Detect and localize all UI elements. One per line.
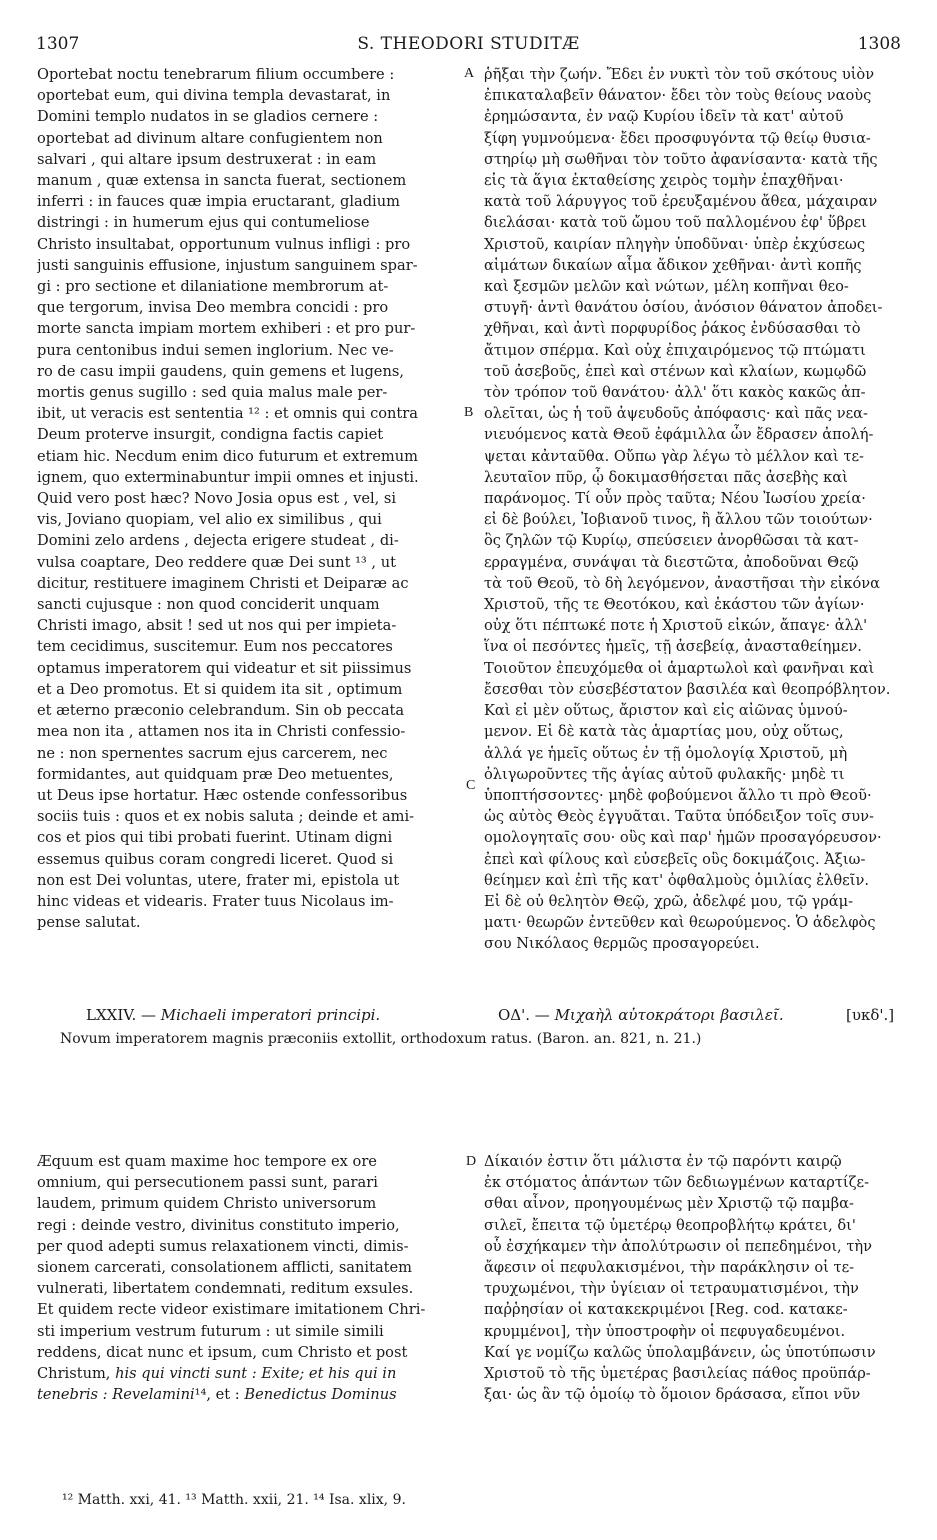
latin-text-line: cos et pios qui tibi probati fuerint. Utinam digni	[37, 829, 393, 847]
greek-text-line: Χριστοῦ τὸ τῆς ὑμετέρας βασιλείας πάθος προϋπάρ-	[484, 1365, 871, 1383]
latin-text-line: Quid vero post hæc? Novo Josia opus est , vel, si	[37, 490, 397, 508]
greek-text-line: ἐπικαταλαβεῖν θάνατον· ἔδει τὸν τοὺς θείους ναοὺς	[484, 87, 872, 105]
greek-text-line: τὰ τοῦ Θεοῦ, τὸ δὴ λεγόμενον, ἀναστῆσαι τὴν εἰκόνα	[484, 574, 881, 592]
latin-text-line: ne : non spernentes sacrum ejus carcerem, nec	[37, 744, 388, 762]
latin-text-line: ibit, ut veracis est sententia ¹² : et omnis qui contra	[37, 405, 418, 423]
greek-text-line: ὀλιγωροῦντες τῆς ἁγίας αὐτοῦ φυλακῆς· μηδὲ τι	[484, 765, 845, 783]
latin-text-line: sionem carcerati, consolationem afflicti, sanitatem	[37, 1259, 412, 1277]
greek-letter-title	[498, 1006, 784, 1024]
latin-text-line: oportebat eum, qui divina templa devastarat, in	[37, 87, 391, 105]
greek-text-line: παῤῥησίαν οἱ κατακεκριμένοι [Reg. cod. κατακε-	[484, 1301, 848, 1319]
margin-letter-d: D	[466, 1154, 477, 1169]
greek-text-line: καὶ ξεσμῶν μελῶν καὶ νώτων, μέλη κοπῆναι θεο-	[484, 278, 849, 296]
latin-text-run: , et :	[206, 1386, 245, 1404]
greek-text-line: Καί γε νομίζω καλῶς ὑπολαμβάνειν, ὡς ὑποτύπωσιν	[484, 1343, 876, 1361]
margin-letter-c: C	[466, 778, 476, 793]
latin-text-line: vulnerati, libertatem condemnati, reditum exsules.	[37, 1280, 414, 1298]
greek-text-line: κρυμμένοι], τὴν ὑποστροφὴν οἱ πεφυγαδευμένοι.	[484, 1322, 846, 1340]
latin-text-line: et æterno præconio celebrandum. Sin ob peccata	[37, 702, 405, 720]
page-number-left: 1307	[36, 34, 80, 54]
greek-text-line: χθῆναι, καὶ ἀντὶ πορφυρίδος ῥάκος ἐνδύσασθαι τὸ	[484, 320, 861, 338]
latin-text-line: salvari , qui altare ipsum destruxerat : in eam	[37, 150, 377, 168]
latin-text-line: optamus imperatorem qui videatur et sit piissimus	[37, 659, 412, 677]
greek-text-line: ὡς αὐτὸς Θεὸς ἐγγυᾶται. Ταῦτα ὑπόδειξον τοῖς συν-	[484, 808, 874, 826]
latin-text-line: justi sanguinis effusione, injustum sanguinem spar-	[37, 256, 418, 274]
greek-text-line: Καὶ εἰ μὲν οὕτως, ἄριστον καὶ εἰς αἰῶνας ὑμνού-	[484, 702, 848, 720]
latin-text-line: et a Deo promotus. Et si quidem ita sit , optimum	[37, 680, 403, 698]
greek-text-line: ἵνα οἱ πεσόντες ἡμεῖς, τῇ ἀσεβείᾳ, ἀνασταθείημεν.	[484, 638, 862, 656]
latin-text-line: Christi imago, absit ! sed ut nos qui per impieta-	[37, 617, 397, 635]
latin-text-line: laudem, primum quidem Christo universorum	[37, 1195, 377, 1213]
margin-letter-a: A	[464, 66, 475, 81]
greek-text-line: τὸν τρόπον τοῦ θανάτου· ἀλλ' ὅτι κακὸς κακῶς ἀπ-	[484, 384, 866, 402]
latin-text-line: ut Deus ipse hortatur. Hæc ostende confessoribus	[37, 786, 408, 804]
greek-text-line: νιευόμενος κατὰ Θεοῦ ἐφάμιλλα ὧν ἔδρασεν ἀπολή-	[484, 426, 874, 444]
latin-text-line: Domini zelo ardens , dejecta erigere studeat , di-	[37, 532, 399, 550]
latin-text-line: tem cecidimus, suscitemur. Eum nos peccatores	[37, 638, 393, 656]
margin-letter-b: B	[464, 405, 474, 420]
latin-text-line: hinc videas et videaris. Frater tuus Nicolaus im-	[37, 892, 394, 910]
greek-text-line: τοῦ ἀσεβοῦς, ἐπεὶ καὶ στένων καὶ κλαίων, κωμῳδῶ	[484, 362, 867, 380]
greek-text-line: Χριστοῦ, τῆς τε Θεοτόκου, καὶ ἑκάστου τῶν ἁγίων·	[484, 596, 865, 614]
footnote-ref: ¹⁴	[194, 1386, 207, 1404]
greek-text-line: ματι· θεωρῶν ἐντεῦθεν καὶ θεωρούμενος. Ὁ ἀδελφὸς	[484, 914, 876, 932]
greek-text-line: Εἰ δὲ οὐ θελητὸν Θεῷ, χρῶ, ἀδελφέ μου, τῷ γράμ-	[484, 892, 854, 910]
greek-text-line: ἔσεσθαι τὸν εὐσεβέστατον βασιλέα καὶ θεοπρόβλητον.	[484, 680, 891, 698]
greek-text-line: ἀλλά γε ἡμεῖς οὕτως ἐν τῇ ὁμολογίᾳ Χριστοῦ, μὴ	[484, 744, 848, 762]
greek-text-line: ἐπεὶ καὶ φίλους καὶ εὐσεβεῖς οὓς δοκιμάζοις. Ἀξιω-	[484, 850, 866, 868]
greek-text-line: Χριστοῦ, καιρίαν πληγὴν ὑποδῦναι· ὑπὲρ ἐκχύσεως	[484, 235, 865, 253]
latin-text-line: regi : deinde vestro, divinitus constituto imperio,	[37, 1216, 400, 1234]
latin-text-line: Deum proterve insurgit, condigna factis capiet	[37, 426, 384, 444]
greek-text-line: θείημεν καὶ ἐπὶ τῆς κατ' ὀφθαλμοὺς ὁμιλίας ἐλθεῖν.	[484, 871, 869, 889]
latin-text-line: mortis genus sugillo : sed quia malus male per-	[37, 384, 388, 402]
latin-text-line	[37, 1363, 457, 1384]
greek-text-line: στηρίῳ μὴ σωθῆναι τὸν τοῦτο ἀφανίσαντα· κατὰ τῆς	[484, 150, 878, 168]
latin-text-line: ro de casu impii gaudens, quin gemens et lugens,	[37, 362, 404, 380]
greek-text-line: τρυχωμένοι, τὴν ὑγίειαν οἱ τετραυματισμένοι, τὴν	[484, 1280, 859, 1298]
latin-text-line: vulsa coaptare, Deo reddere quæ Dei sunt ¹³ , ut	[37, 553, 396, 571]
latin-text-line: que tergorum, invisa Deo membra concidi : pro	[37, 299, 389, 317]
greek-text-line: σιλεῖ, ἔπειτα τῷ ὑμετέρῳ θεοπροβλήτῳ κράτει, δι'	[484, 1216, 856, 1234]
letter-summary: Novum imperatorem magnis præconiis extollit, orthodoxum ratus. (Baron. an. 821, n. 21.)	[60, 1031, 702, 1047]
latin-text-line: Æquum est quam maxime hoc tempore ex ore	[37, 1153, 377, 1170]
latin-letter-heading: Michaeli imperatori principi.	[160, 1006, 381, 1024]
greek-text-line: μενον. Εἰ δὲ κατὰ τὰς ἁμαρτίας μου, οὐχ οὕτως,	[484, 723, 844, 741]
running-title: S. THEODORI STUDITÆ	[357, 34, 580, 54]
latin-text-line: essemus quibus coram congredi liceret. Quod si	[37, 850, 394, 868]
latin-text-line: sti imperium vestrum futurum : ut simile simili	[37, 1322, 384, 1340]
latin-text-line: Domini templo nudatos in se gladios cernere :	[37, 108, 379, 126]
greek-text-line: ομολογηταῖς σου· οὓς καὶ παρ' ἡμῶν προσαγόρευσον·	[484, 829, 882, 847]
greek-text-line: οὐχ ὅτι πέπτωκέ ποτε ἡ Χριστοῦ εἰκών, ἄπαγε· ἀλλ'	[484, 617, 868, 635]
greek-text-line: ξίφη γυμνούμενα· ἔδει προσφυγόντα τῷ θείῳ θυσια-	[484, 129, 871, 147]
latin-text-line: per quod adepti sumus relaxationem vincti, dimis-	[37, 1237, 409, 1255]
latin-quote-run: Benedictus Dominus	[244, 1386, 397, 1404]
greek-text-line: Τοιοῦτον ἐπευχόμεθα οἱ ἁμαρτωλοὶ καὶ φανῆναι καὶ	[484, 659, 875, 677]
greek-text-line: λευταῖον πῦρ, ᾧ δοκιμασθήσεται πᾶς ἀσεβὴς καὶ	[484, 468, 848, 486]
greek-text-line: ολεῖται, ὡς ἡ τοῦ ἀψευδοῦς ἀπόφασις· καὶ πᾶς νεα-	[484, 405, 868, 423]
latin-letter-title	[86, 1006, 380, 1024]
latin-text-line	[37, 1384, 457, 1405]
greek-text-line: αἱμάτων δικαίων αἷμα ἄδικον χεθῆναι· ἀντὶ κοπῆς	[484, 256, 862, 274]
page-header	[36, 34, 901, 60]
greek-text-line: ἄφεσιν οἱ πεφυλακισμένοι, τὴν παράκλησιν οἱ τε-	[484, 1259, 855, 1277]
greek-text-line: ῥῆξαι τὴν ζωήν. Ἔδει ἐν νυκτὶ τὸν τοῦ σκότους υἱὸν	[484, 66, 875, 83]
latin-text-line: reddens, dicat nunc et ipsum, cum Christo et post	[37, 1343, 408, 1361]
latin-text-line: dicitur, restituere imaginem Christi et Deiparæ ac	[37, 574, 409, 592]
greek-column-part2	[484, 1151, 902, 1405]
greek-letter-note: [υκδ'.]	[846, 1006, 895, 1024]
greek-letter-number: ΟΔ'. —	[498, 1006, 550, 1024]
latin-text-line: oportebat ad divinum altare confugientem non	[37, 129, 383, 147]
greek-text-line: κατὰ τοῦ λάρυγγος τοῦ ἐρευξαμένου ἄθεα, μάχαιραν	[484, 193, 878, 211]
latin-quote-run: tenebris : Revelamini	[37, 1386, 195, 1404]
latin-text-line: sancti cujusque : non quod conciderit unquam	[37, 596, 380, 614]
latin-text-line: morte sancta impiam mortem exhiberi : et pro pur-	[37, 320, 416, 338]
latin-quote-run: his qui vincti sunt : Exite; et his qui in	[115, 1365, 397, 1383]
latin-text-line: Oportebat noctu tenebrarum filium occumbere :	[37, 66, 395, 83]
greek-text-line: σου Νικόλαος θερμῶς προσαγορεύει.	[484, 935, 760, 953]
greek-text-line: ερραγμένα, συνάψαι τὰ διεστῶτα, ἀποδοῦναι Θεῷ	[484, 553, 859, 571]
greek-text-line: ἄτιμον σπέρμα. Καὶ οὐχ ἐπιχαιρόμενος τῷ πτώματι	[484, 341, 866, 359]
page-number-right: 1308	[857, 34, 901, 54]
latin-column-part2	[37, 1151, 457, 1405]
latin-text-line: pense salutat.	[37, 914, 141, 932]
latin-text-line: Christo insultabat, opportunum vulnus infligi : pro	[37, 235, 411, 253]
latin-text-line: inferri : in fauces quæ impia eructarant, gladium	[37, 193, 400, 211]
greek-column-part1	[484, 64, 902, 955]
latin-text-line: distringi : in humerum ejus qui contumeliose	[37, 214, 370, 232]
latin-text-line: ignem, quo exterminabuntur impii omnes et injusti.	[37, 468, 419, 486]
greek-text-line: Δίκαιόν ἐστιν ὅτι μάλιστα ἐν τῷ παρόντι καιρῷ	[484, 1153, 842, 1170]
greek-text-line: ψεται κἀνταῦθα. Οὔπω γὰρ λέγω τὸ μέλλον καὶ τε-	[484, 447, 864, 465]
greek-text-line: παράνομος. Τί οὖν πρὸς ταῦτα; Νέου Ἰωσίου χρεία·	[484, 490, 866, 508]
greek-text-line: εἰ δὲ βούλει, Ἰοβιανοῦ τινος, ἢ ἄλλου τῶν τοιούτων·	[484, 511, 873, 529]
latin-text-line: mea non ita , attamen nos ita in Christi confessio-	[37, 723, 406, 741]
greek-text-line: ὃς ζηλῶν τῷ Κυρίῳ, σπεύσειεν ἀνορθῶσαι τὰ κατ-	[484, 532, 859, 550]
greek-text-line: οὗ ἐσχήκαμεν τὴν ἀπολύτρωσιν οἱ πεπεδημένοι, τὴν	[484, 1237, 873, 1255]
latin-text-line: non est Dei voluntas, utere, frater mi, epistola ut	[37, 871, 400, 889]
latin-text-line: Et quidem recte videor existimare imitationem Chri-	[37, 1301, 426, 1319]
latin-text-line: etiam hic. Necdum enim dico futurum et extremum	[37, 447, 418, 465]
greek-text-line: σθαι αἶνον, προηγουμένως μὲν Χριστῷ τῷ παμβα-	[484, 1195, 854, 1213]
latin-text-run: Christum,	[37, 1365, 116, 1383]
latin-text-line: gi : pro sectione et dilaniatione membrorum at-	[37, 278, 389, 296]
latin-text-line: omnium, qui persecutionem passi sunt, parari	[37, 1174, 378, 1192]
greek-text-line: διελάσαι· κατὰ τοῦ ὤμου τοῦ παλλομένου ἐφ' ὕβρει	[484, 214, 867, 232]
footnotes: ¹² Matth. xxi, 41. ¹³ Matth. xxii, 21. ¹⁴ Isa. xlix, 9.	[62, 1492, 406, 1508]
greek-letter-heading: Μιχαὴλ αὐτοκράτορι βασιλεῖ.	[554, 1006, 784, 1024]
greek-text-line: ἐρημώσαντα, ἐν ναῷ Κυρίου ἰδεῖν τὰ κατ' αὐτοῦ	[484, 108, 844, 126]
greek-text-line: ὑποπτήσσοντες· μηδὲ φοβούμενοι ἄλλο τι πρὸ Θεοῦ·	[484, 786, 872, 804]
latin-text-line: vis, Joviano quopiam, vel alio ex similibus , qui	[37, 511, 382, 529]
greek-text-line: εἰς τὰ ἅγια ἐκταθείσης χειρὸς τομὴν ἐπαχθῆναι·	[484, 172, 844, 190]
greek-text-line: στυγῆ· ἀντὶ θανάτου ὁσίου, ἀνόσιον θάνατον ἀποδει-	[484, 299, 883, 317]
greek-text-line: ξαι· ὡς ἂν τῷ ὁμοίῳ τὸ ὅμοιον δράσασα, εἴποι νῦν	[484, 1386, 861, 1404]
latin-text-line: manum , quæ extensa in sancta fuerat, sectionem	[37, 172, 407, 190]
latin-column-part1	[37, 64, 457, 933]
latin-text-line: sociis tuis : quos et ex nobis saluta ; deinde et ami-	[37, 808, 415, 826]
latin-letter-number: LXXIV. —	[86, 1006, 156, 1024]
greek-text-line: ἐκ στόματος ἁπάντων τῶν δεδιωγμένων καταρτίζε-	[484, 1174, 870, 1192]
latin-text-line: formidantes, aut quidquam præ Deo metuentes,	[37, 765, 394, 783]
latin-text-line: pura centonibus indui semen inglorium. Nec ve-	[37, 341, 394, 359]
